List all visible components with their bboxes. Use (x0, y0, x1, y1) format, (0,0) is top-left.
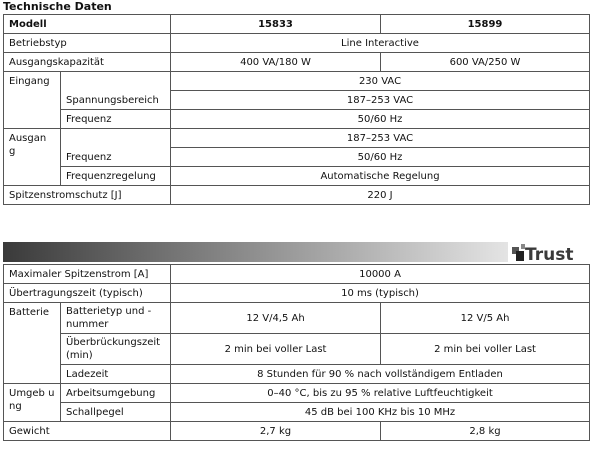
ausgang-label: Ausgan g (4, 129, 61, 186)
ladezeit-value: 8 Stunden für 90 % nach vollständigem Entladen (171, 365, 590, 384)
table-row (4, 265, 590, 284)
batterietyp-label: Batterietyp und - nummer (61, 303, 171, 334)
empty-cell (61, 72, 171, 91)
empty-cell (61, 129, 171, 148)
spitzenstromschutz-value: 220 J (171, 186, 590, 205)
gewicht-15899: 2,8 kg (381, 422, 590, 441)
umgebung-label: Umgeb ung (4, 384, 61, 422)
table-row (4, 110, 590, 129)
table-row (4, 148, 590, 167)
table-row (4, 403, 590, 422)
table-row (4, 34, 590, 53)
betriebstyp-value: Line Interactive (171, 34, 590, 53)
schallpegel-value: 45 dB bei 100 KHz bis 10 MHz (171, 403, 590, 422)
table-row (4, 91, 590, 110)
ausgangskapazitaet-15899: 600 VA/250 W (381, 53, 590, 72)
betriebstyp-label: Betriebstyp (4, 34, 171, 53)
table-row (4, 365, 590, 384)
spitzenstromschutz-label: Spitzenstromschutz [J] (4, 186, 171, 205)
schallpegel-label: Schallpegel (61, 403, 171, 422)
uebertragungszeit-value: 10 ms (typisch) (171, 284, 590, 303)
spannungsbereich-value: 187–253 VAC (171, 91, 590, 110)
frequenzregelung-label: Frequenzregelung (61, 167, 171, 186)
ausgang-frequenz-label: Frequenz (61, 148, 171, 167)
ladezeit-label: Ladezeit (61, 365, 171, 384)
batterie-label: Batterie (4, 303, 61, 384)
table-row (4, 53, 590, 72)
model-header-15833: 15833 (171, 15, 381, 34)
spannungsbereich-label: Spannungsbereich (61, 91, 171, 110)
ausgangskapazitaet-15833: 400 VA/180 W (171, 53, 381, 72)
frequenzregelung-value: Automatische Regelung (171, 167, 590, 186)
table-row (4, 129, 590, 148)
eingang-frequenz-label: Frequenz (61, 110, 171, 129)
model-header-label: Modell (4, 15, 171, 34)
table-row (4, 284, 590, 303)
gewicht-label: Gewicht (4, 422, 171, 441)
header-gradient-band (3, 242, 508, 262)
batterietyp-15833: 12 V/4,5 Ah (171, 303, 381, 334)
ausgang-value: 187–253 VAC (171, 129, 590, 148)
eingang-label: Eingang (4, 72, 61, 129)
arbeitsumgebung-value: 0–40 °C, bis zu 95 % relative Luftfeuchtigkeit (171, 384, 590, 403)
ausgangskapazitaet-label: Ausgangskapazität (4, 53, 171, 72)
eingang-value: 230 VAC (171, 72, 590, 91)
ueberbrueckungszeit-15899: 2 min bei voller Last (381, 334, 590, 365)
max-spitzenstrom-label: Maximaler Spitzenstrom [A] (4, 265, 171, 284)
max-spitzenstrom-value: 10000 A (171, 265, 590, 284)
ausgang-frequenz-value: 50/60 Hz (171, 148, 590, 167)
batterietyp-15899: 12 V/5 Ah (381, 303, 590, 334)
table-row (4, 334, 590, 365)
table-row (4, 167, 590, 186)
spec-table-lower (3, 264, 590, 441)
eingang-frequenz-value: 50/60 Hz (171, 110, 590, 129)
table-row (4, 72, 590, 91)
table-row (4, 384, 590, 403)
table-row (4, 186, 590, 205)
table-row (4, 422, 590, 441)
section-heading: Technische Daten (3, 0, 112, 13)
uebertragungszeit-label: Übertragungszeit (typisch) (4, 284, 171, 303)
ueberbrueckungszeit-label: Überbrückungszeit (min) (61, 334, 171, 365)
ueberbrueckungszeit-15833: 2 min bei voller Last (171, 334, 381, 365)
table-row (4, 303, 590, 334)
trust-logo (510, 242, 592, 264)
arbeitsumgebung-label: Arbeitsumgebung (61, 384, 171, 403)
model-header-15899: 15899 (381, 15, 590, 34)
spec-table-upper (3, 14, 590, 205)
logo-text: Trust (525, 245, 574, 264)
gewicht-15833: 2,7 kg (171, 422, 381, 441)
table-row (4, 15, 590, 34)
